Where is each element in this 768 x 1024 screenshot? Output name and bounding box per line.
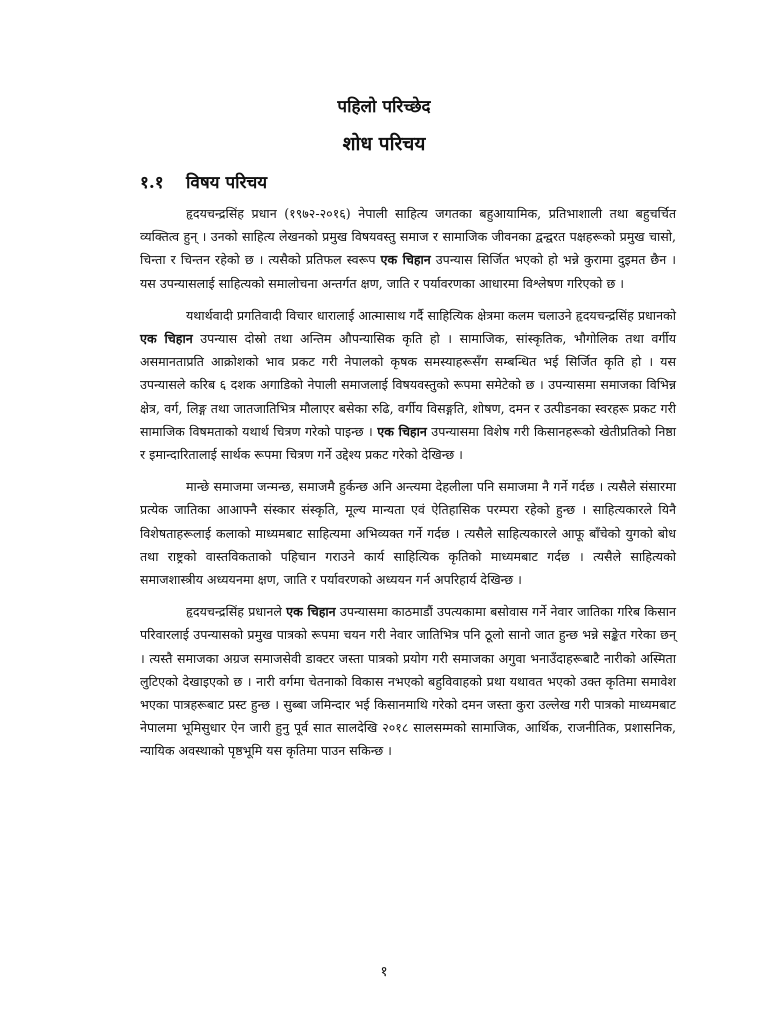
paragraph — [140, 304, 676, 466]
page-title: शोध परिचय — [342, 133, 426, 155]
body-text — [140, 202, 676, 772]
paragraph — [140, 202, 676, 295]
text-run: उपन्यासमा काठमाडौं उपत्यकामा बसोवास गर्ने नेवार जातिका गरिब किसान परिवारलाई उपन्यासको प्रमुख पात्रको रूपमा चयन गरी नेवार जातिभित्र पनि ठूलो सानो जात हुन्छ भन्ने सङ्केत गरेका छन् । त्यस्तै समाजका अग्रज समाजसेवी डाक्टर जस्ता पात्रको प्रयोग गरी समाजका अगुवा भनाउँदाहरूबाटै नारीको अस्मिता लुटिएको देखाइएको छ । नारी वर्गमा चेतनाको विकास नभएको बहुविवाहको प्रथा यथावत भएको उक्त कृतिमा समावेश भएका पात्रहरूबाट प्रस्ट हुन्छ । सुब्बा जमिन्दार भई किसानमाथि गरेको दमन जस्ता कुरा उल्लेख गरी पात्रको माध्यमबाट नेपालमा भूमिसुधार ऐन जारी हुनु पूर्व सात सालदेखि २०१८ सालसम्मको सामाजिक, आर्थिक, राजनीतिक, प्रशासनिक, न्यायिक अवस्थाको पृष्ठभूमि यस कृतिमा पाउन सकिन्छ । — [140, 604, 676, 759]
text-run: उपन्यास सिर्जित भएको हो भन्ने कुरामा दुइमत छैन । यस उपन्यासलाई साहित्यको समालोचना अन्तर्गत क्षण, जाति र पर्यावरणका आधारमा विश्लेषण गरिएको छ । — [140, 252, 677, 291]
text-run: हृदयचन्द्रसिंह प्रधान (१९७२-२०१६) नेपाली साहित्य जगतका बहुआयामिक, प्रतिभाशाली तथा बहुचर्चित व्यक्तित्व हुन् । उनको साहित्य लेखनको प्रमुख विषयवस्तु समाज र सामाजिक जीवनका द्वन्द्वरत पक्षहरूको प्रमुख चासो, चिन्ता र चिन्तन रहेको छ । त्यसैको प्रतिफल स्वरूप — [140, 206, 676, 268]
chapter-heading: पहिलो परिच्छेद — [337, 97, 431, 117]
paragraph — [140, 600, 676, 762]
book-title-bold: एक चिहान — [286, 604, 336, 620]
paragraph — [140, 475, 676, 591]
text-run: यथार्थवादी प्रगतिवादी विचार धारालाई आत्मासाथ गर्दै साहित्यिक क्षेत्रमा कलम चलाउने हृदयचन्द्रसिंह प्रधानको — [186, 307, 676, 323]
book-title-bold: एक चिहान — [140, 331, 193, 347]
text-run: हृदयचन्द्रसिंह प्रधानले — [186, 604, 287, 620]
section-heading — [140, 170, 267, 193]
text-run: उपन्यास दोस्रो तथा अन्तिम औपन्यासिक कृति हो । सामाजिक, सांस्कृतिक, भौगोलिक तथा वर्गीय असमानताप्रति आक्रोशको भाव प्रकट गरी नेपालको कृषक समस्याहरूसँग सम्बन्धित भई सिर्जित कृति हो । यस उपन्यासले करिब ६ दशक अगाडिको नेपाली समाजलाई विषयवस्तुको रूपमा समेटेको छ । उपन्यासमा समाजका विभिन्न क्षेत्र, वर्ग, लिङ्ग तथा जातजातिभित्र मौलाएर बसेका रुढि, वर्गीय विसङ्गति, शोषण, दमन र उत्पीडनका स्वरहरू प्रकट गरी सामाजिक विषमताको यथार्थ चित्रण गरेको पाइन्छ । — [140, 331, 677, 439]
section-title: विषय परिचय — [186, 173, 268, 193]
book-title-bold: एक चिहान — [377, 423, 427, 439]
section-number: १.१ — [140, 173, 164, 193]
page-number: १ — [380, 964, 388, 980]
text-run: उपन्यासमा विशेष गरी किसानहरूको खेतीप्रतिको निष्ठा र इमान्दारितालाई सार्थक रूपमा चित्रण गर्ने उद्देश्य प्रकट गरेको देखिन्छ । — [140, 423, 676, 463]
text-run: मान्छे समाजमा जन्मन्छ, समाजमै हुर्कन्छ अनि अन्त्यमा देहलीला पनि समाजमा नै गर्ने गर्दछ । त्यसैले संसारमा प्रत्येक जातिका आआफ्नै संस्कार संस्कृति, मूल्य मान्यता एवं ऐतिहासिक परम्परा रहेको हुन्छ । साहित्यकारले यिनै विशेषताहरूलाई कलाको माध्यमबाट साहित्यमा अभिव्यक्त गर्ने गर्दछ । त्यसैले साहित्यकारले आफू बाँचेको युगको बोध तथा राष्ट्रको वास्तविकताको पहिचान गराउने कार्य साहित्यिक कृतिको माध्यमबाट गर्दछ । त्यसैले साहित्यको समाजशास्त्रीय अध्ययनमा क्षण, जाति र पर्यावरणको अध्ययन गर्न अपरिहार्य देखिन्छ । — [140, 479, 676, 588]
book-title-bold: एक चिहान — [380, 252, 431, 268]
